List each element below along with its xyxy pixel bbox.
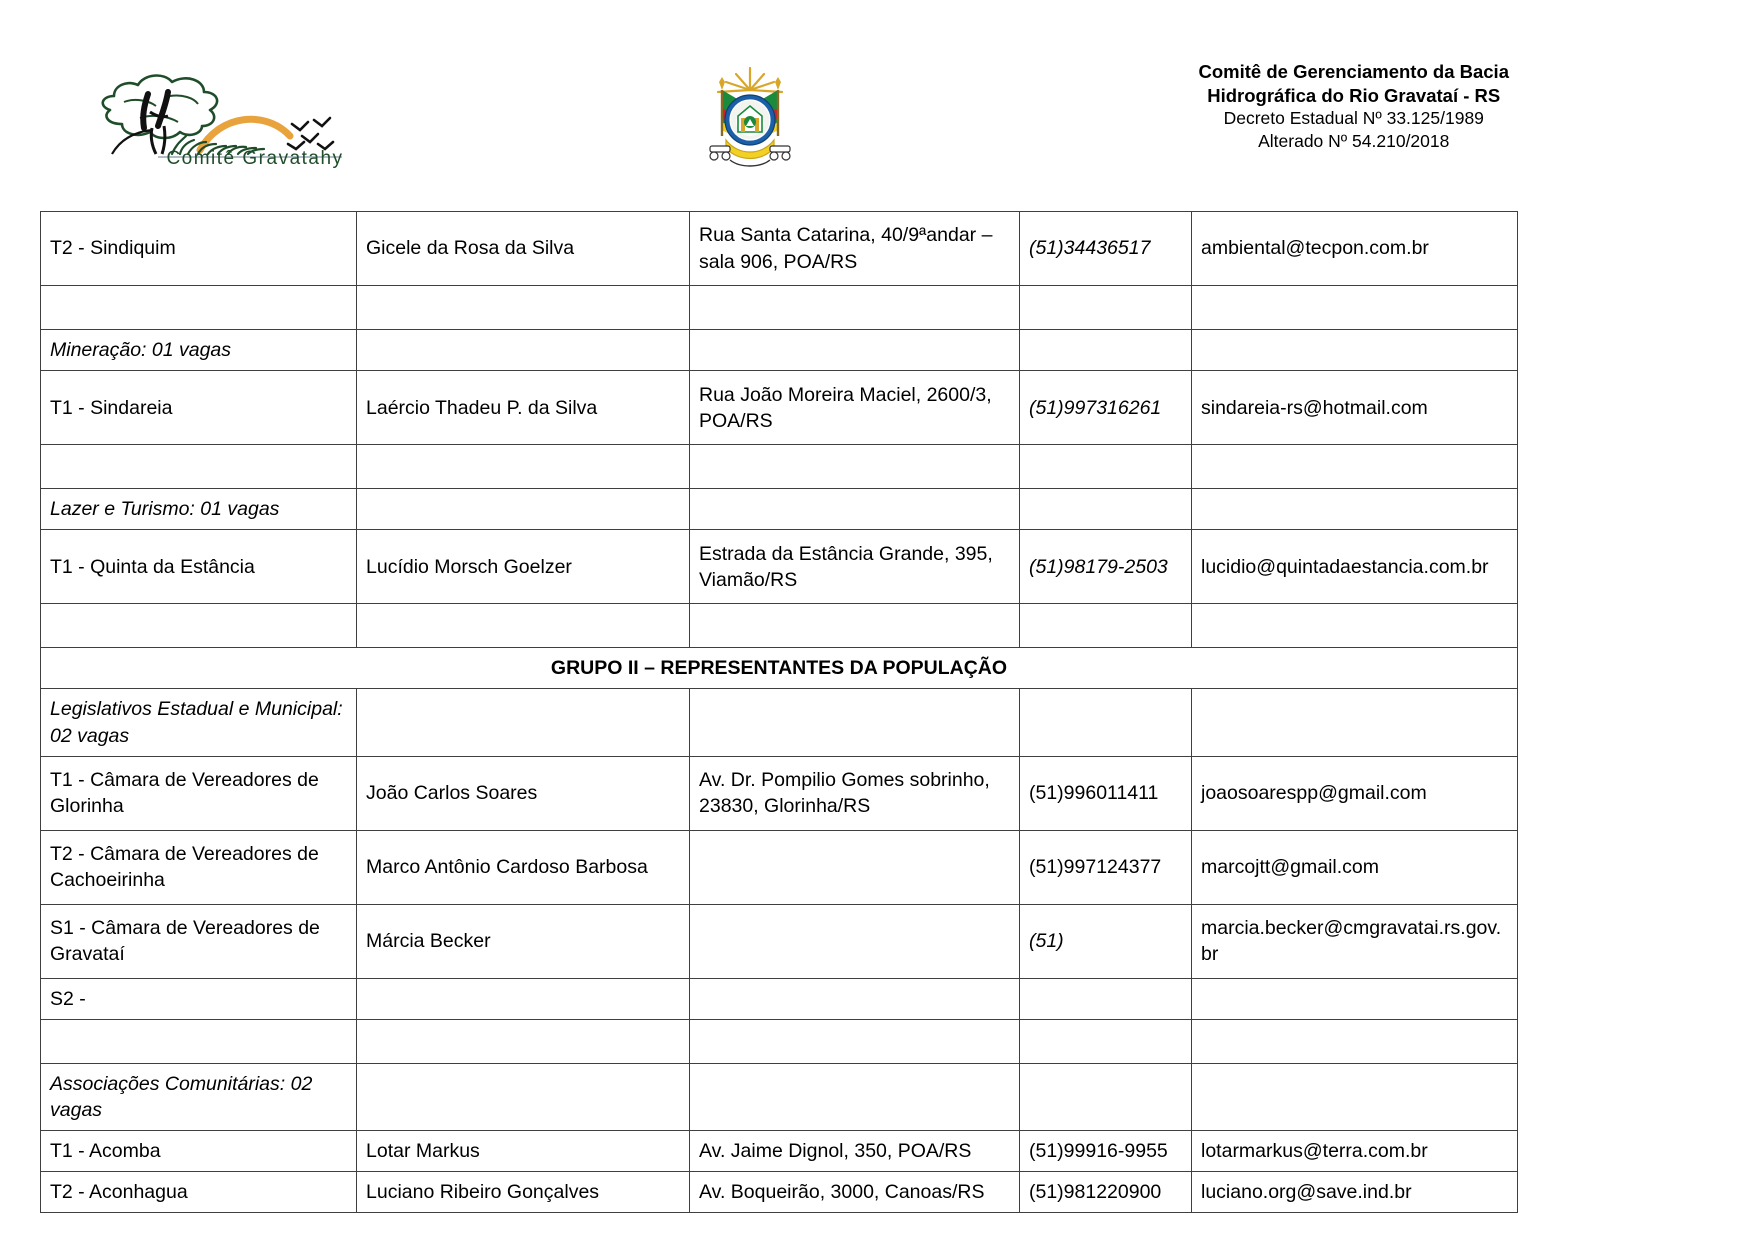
empty-cell bbox=[690, 1063, 1020, 1130]
empty-cell bbox=[357, 445, 690, 489]
phone-cell: (51)99916-9955 bbox=[1020, 1131, 1192, 1172]
entity-cell: T1 - Quinta da Estância bbox=[41, 530, 357, 604]
logo-caption: Comitê Gravatahy bbox=[166, 148, 344, 169]
address-cell bbox=[690, 978, 1020, 1019]
email-cell: lotarmarkus@terra.com.br bbox=[1192, 1131, 1518, 1172]
empty-cell bbox=[1020, 1063, 1192, 1130]
entity-cell: T2 - Aconhagua bbox=[41, 1172, 357, 1213]
table-row bbox=[41, 604, 1518, 648]
empty-cell bbox=[690, 1019, 1020, 1063]
email-cell: joaosoarespp@gmail.com bbox=[1192, 756, 1518, 830]
representative-name-cell: João Carlos Soares bbox=[357, 756, 690, 830]
empty-cell bbox=[690, 489, 1020, 530]
empty-cell bbox=[1192, 489, 1518, 530]
table-row bbox=[41, 978, 1518, 1019]
empty-cell bbox=[1192, 1019, 1518, 1063]
empty-cell bbox=[690, 286, 1020, 330]
table-row bbox=[41, 756, 1518, 830]
address-cell bbox=[690, 830, 1020, 904]
empty-cell bbox=[1020, 445, 1192, 489]
phone-cell: (51)997316261 bbox=[1020, 371, 1192, 445]
empty-cell bbox=[41, 1019, 357, 1063]
table-row bbox=[41, 371, 1518, 445]
representative-name-cell: Lucídio Morsch Goelzer bbox=[357, 530, 690, 604]
empty-cell bbox=[357, 489, 690, 530]
entity-cell: T1 - Sindareia bbox=[41, 371, 357, 445]
phone-cell: (51)98179-2503 bbox=[1020, 530, 1192, 604]
empty-cell bbox=[1192, 445, 1518, 489]
empty-cell bbox=[1192, 286, 1518, 330]
entity-cell: T1 - Acomba bbox=[41, 1131, 357, 1172]
empty-cell bbox=[357, 604, 690, 648]
table-row bbox=[41, 1063, 1518, 1130]
section-label-cell: Lazer e Turismo: 01 vagas bbox=[41, 489, 357, 530]
representative-name-cell: Luciano Ribeiro Gonçalves bbox=[357, 1172, 690, 1213]
empty-cell bbox=[1192, 689, 1518, 756]
empty-cell bbox=[1020, 286, 1192, 330]
entity-cell: T2 - Câmara de Vereadores de Cachoeirinha bbox=[41, 830, 357, 904]
address-cell: Rua João Moreira Maciel, 2600/3, POA/RS bbox=[690, 371, 1020, 445]
table-row bbox=[41, 1172, 1518, 1213]
phone-cell: (51)981220900 bbox=[1020, 1172, 1192, 1213]
empty-cell bbox=[1192, 1063, 1518, 1130]
empty-cell bbox=[357, 330, 690, 371]
email-cell: sindareia-rs@hotmail.com bbox=[1192, 371, 1518, 445]
empty-cell bbox=[1020, 489, 1192, 530]
representatives-table bbox=[40, 211, 1518, 1213]
empty-cell bbox=[1192, 604, 1518, 648]
address-cell: Estrada da Estância Grande, 395, Viamão/RS bbox=[690, 530, 1020, 604]
empty-cell bbox=[357, 1063, 690, 1130]
empty-cell bbox=[1020, 689, 1192, 756]
table-row bbox=[41, 648, 1518, 689]
empty-cell bbox=[41, 445, 357, 489]
representative-name-cell bbox=[357, 978, 690, 1019]
address-cell: Av. Dr. Pompilio Gomes sobrinho, 23830, Glorinha/RS bbox=[690, 756, 1020, 830]
table-row bbox=[41, 330, 1518, 371]
empty-cell bbox=[690, 604, 1020, 648]
email-cell: marcojtt@gmail.com bbox=[1192, 830, 1518, 904]
phone-cell: (51)34436517 bbox=[1020, 212, 1192, 286]
empty-cell bbox=[1020, 330, 1192, 371]
group-header-cell: GRUPO II – REPRESENTANTES DA POPULAÇÃO bbox=[41, 648, 1518, 689]
representative-name-cell: Gicele da Rosa da Silva bbox=[357, 212, 690, 286]
email-cell bbox=[1192, 978, 1518, 1019]
table-row bbox=[41, 689, 1518, 756]
representative-name-cell: Márcia Becker bbox=[357, 904, 690, 978]
empty-cell bbox=[357, 689, 690, 756]
empty-cell bbox=[357, 1019, 690, 1063]
decree-line2: Alterado Nº 54.210/2018 bbox=[1258, 130, 1450, 151]
representative-name-cell: Laércio Thadeu P. da Silva bbox=[357, 371, 690, 445]
empty-cell bbox=[690, 445, 1020, 489]
empty-cell bbox=[1020, 604, 1192, 648]
phone-cell: (51)997124377 bbox=[1020, 830, 1192, 904]
table-row bbox=[41, 530, 1518, 604]
address-cell: Av. Jaime Dignol, 350, POA/RS bbox=[690, 1131, 1020, 1172]
empty-cell bbox=[41, 604, 357, 648]
empty-cell bbox=[1192, 330, 1518, 371]
email-cell: ambiental@tecpon.com.br bbox=[1192, 212, 1518, 286]
table-body bbox=[41, 212, 1518, 1213]
table-row bbox=[41, 489, 1518, 530]
representative-name-cell: Lotar Markus bbox=[357, 1131, 690, 1172]
phone-cell bbox=[1020, 978, 1192, 1019]
section-label-cell: Legislativos Estadual e Municipal: 02 vagas bbox=[41, 689, 357, 756]
address-cell bbox=[690, 904, 1020, 978]
rio-grande-do-sul-coat-of-arms-icon bbox=[700, 60, 800, 170]
section-label-cell: Associações Comunitárias: 02 vagas bbox=[41, 1063, 357, 1130]
page-header bbox=[0, 0, 1755, 175]
address-cell: Rua Santa Catarina, 40/9ªandar – sala 906, POA/RS bbox=[690, 212, 1020, 286]
representative-name-cell: Marco Antônio Cardoso Barbosa bbox=[357, 830, 690, 904]
committee-title-line2: Hidrográfica do Rio Gravataí - RS bbox=[1207, 84, 1501, 106]
table-row bbox=[41, 1019, 1518, 1063]
empty-cell bbox=[41, 286, 357, 330]
table-row bbox=[41, 286, 1518, 330]
comite-gravatahy-logo bbox=[52, 58, 342, 168]
phone-cell: (51)996011411 bbox=[1020, 756, 1192, 830]
entity-cell: T1 - Câmara de Vereadores de Glorinha bbox=[41, 756, 357, 830]
decree-line1: Decreto Estadual Nº 33.125/1989 bbox=[1223, 108, 1484, 129]
table-row bbox=[41, 1131, 1518, 1172]
table-row bbox=[41, 904, 1518, 978]
address-cell: Av. Boqueirão, 3000, Canoas/RS bbox=[690, 1172, 1020, 1213]
empty-cell bbox=[690, 330, 1020, 371]
table-row bbox=[41, 445, 1518, 489]
committee-title-block bbox=[1199, 60, 1510, 152]
section-label-cell: Mineração: 01 vagas bbox=[41, 330, 357, 371]
committee-title-line1: Comitê de Gerenciamento da Bacia bbox=[1198, 61, 1509, 82]
email-cell: lucidio@quintadaestancia.com.br bbox=[1192, 530, 1518, 604]
entity-cell: S1 - Câmara de Vereadores de Gravataí bbox=[41, 904, 357, 978]
table-row bbox=[41, 212, 1518, 286]
empty-cell bbox=[357, 286, 690, 330]
email-cell: luciano.org@save.ind.br bbox=[1192, 1172, 1518, 1213]
email-cell: marcia.becker@cmgravatai.rs.gov.br bbox=[1192, 904, 1518, 978]
phone-cell: (51) bbox=[1020, 904, 1192, 978]
empty-cell bbox=[690, 689, 1020, 756]
entity-cell: T2 - Sindiquim bbox=[41, 212, 357, 286]
empty-cell bbox=[1020, 1019, 1192, 1063]
table-row bbox=[41, 830, 1518, 904]
representatives-table-container bbox=[40, 211, 1517, 1213]
entity-cell: S2 - bbox=[41, 978, 357, 1019]
